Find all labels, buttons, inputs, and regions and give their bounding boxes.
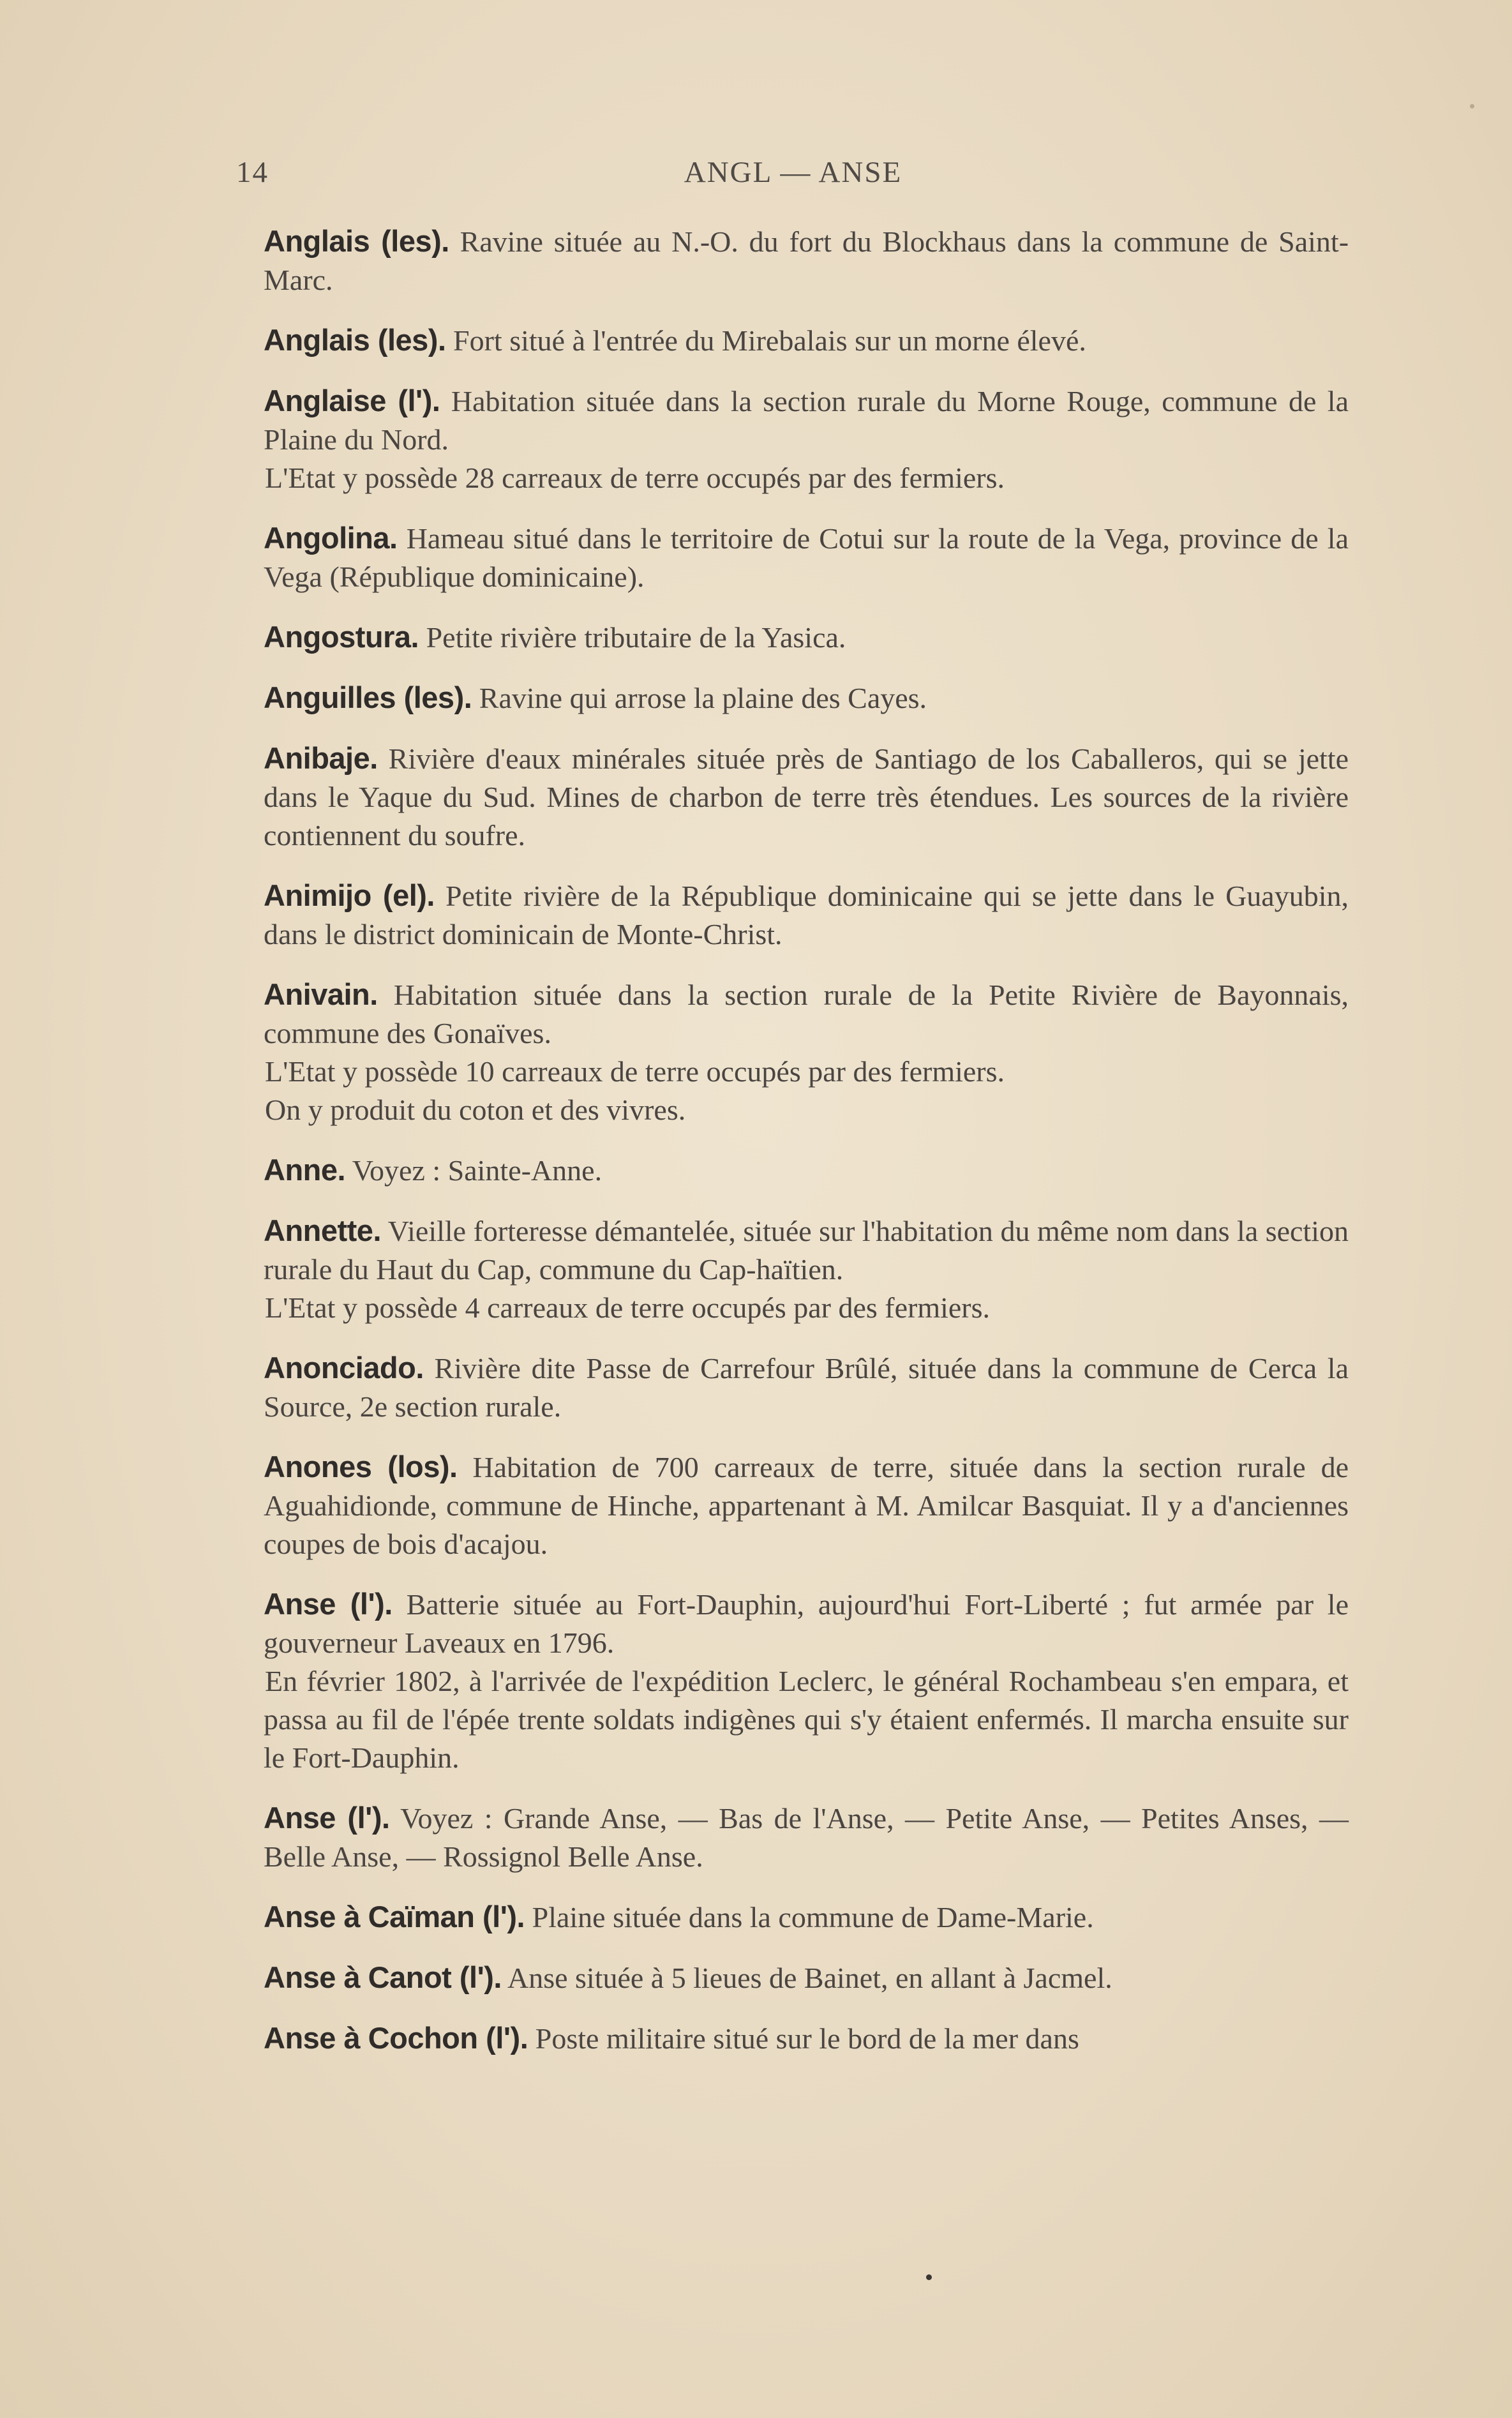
entry-headword: Anne.	[264, 1153, 346, 1187]
entry-text: Ravine qui arrose la plaine des Cayes.	[479, 682, 927, 714]
entry-headword: Anse (l').	[264, 1587, 393, 1621]
entry-text: Petite rivière tributaire de la Yasica.	[426, 621, 846, 654]
entry-headword: Anglais (les).	[264, 323, 446, 357]
entry-first-paragraph	[264, 618, 1349, 657]
entry-first-paragraph	[264, 1349, 1349, 1426]
entry-first-paragraph	[264, 519, 1349, 596]
entry-first-paragraph	[264, 1448, 1349, 1563]
dictionary-entry	[264, 2019, 1349, 2058]
entry-headword: Anse à Canot (l').	[264, 1960, 502, 1994]
entry-text: Habitation située dans la section rurale du Morne Rouge, commune de la Plaine du Nord.	[264, 385, 1349, 456]
entry-text: Hameau situé dans le territoire de Cotui sur la route de la Vega, province de la Vega (République dominicaine).	[264, 522, 1349, 593]
dictionary-entry	[264, 1898, 1349, 1937]
dictionary-entry	[264, 739, 1349, 855]
entry-first-paragraph	[264, 321, 1349, 360]
entry-headword: Angolina.	[264, 521, 398, 555]
dictionary-entry	[264, 1448, 1349, 1563]
page-number: 14	[236, 156, 269, 189]
entry-text: En février 1802, à l'arrivée de l'expédition Leclerc, le général Rochambeau s'en empara, et passa au fil de l'épée trente soldats indigènes qui s'y étaient enfermés. Il marcha ensuite sur le Fort-Dauphin.	[264, 1665, 1349, 1774]
dictionary-entry	[264, 222, 1349, 299]
entry-first-paragraph	[264, 975, 1349, 1053]
entry-headword: Annette.	[264, 1213, 381, 1247]
entry-text: Poste militaire situé sur le bord de la mer dans	[535, 2022, 1079, 2055]
entry-text: Rivière d'eaux minérales située près de Santiago de los Caballeros, qui se jette dans le Yaque du Sud. Mines de charbon de terre très étendues. Les sources de la rivière contiennent du soufre.	[264, 742, 1349, 852]
entry-headword: Anonciado.	[264, 1351, 424, 1385]
running-head: ANGL — ANSE	[684, 156, 902, 189]
dictionary-entry	[264, 1585, 1349, 1777]
dictionary-entry	[264, 519, 1349, 596]
entry-first-paragraph	[264, 1585, 1349, 1662]
entry-first-paragraph	[264, 1212, 1349, 1289]
entry-headword: Animijo (el).	[264, 878, 435, 912]
page-header	[236, 155, 1350, 200]
entry-text: On y produit du coton et des vivres.	[265, 1093, 686, 1126]
entry-first-paragraph	[264, 222, 1349, 299]
entry-text: Anse située à 5 lieues de Bainet, en allant à Jacmel.	[507, 1962, 1112, 1994]
entry-first-paragraph	[264, 739, 1349, 855]
entry-text: Habitation de 700 carreaux de terre, située dans la section rurale de Aguahidionde, commune de Hinche, appartenant à M. Amilcar Basquiat. Il y a d'anciennes coupes de bois d'acajou.	[264, 1451, 1349, 1560]
entry-text: Voyez : Grande Anse, — Bas de l'Anse, — Petite Anse, — Petites Anses, — Belle Anse, — Rossignol Belle Anse.	[264, 1802, 1349, 1873]
entry-first-paragraph	[264, 1799, 1349, 1876]
entry-paragraph	[264, 1091, 1349, 1129]
entry-text: L'Etat y possède 28 carreaux de terre occupés par des fermiers.	[265, 462, 1005, 494]
dictionary-entries	[264, 222, 1349, 2080]
entry-text: Fort situé à l'entrée du Mirebalais sur un morne élevé.	[453, 324, 1086, 357]
entry-text: Vieille forteresse démantelée, située sur l'habitation du même nom dans la section rurale du Haut du Cap, commune du Cap-haïtien.	[264, 1215, 1349, 1286]
entry-headword: Anguilles (les).	[264, 680, 472, 714]
dictionary-entry	[264, 1151, 1349, 1190]
entry-text: Plaine située dans la commune de Dame-Marie.	[532, 1901, 1094, 1934]
entry-paragraph	[264, 1662, 1349, 1777]
dictionary-entry	[264, 618, 1349, 657]
entry-text: L'Etat y possède 10 carreaux de terre occupés par des fermiers.	[265, 1055, 1005, 1088]
ink-speck	[926, 2274, 932, 2280]
dictionary-entry	[264, 975, 1349, 1129]
entry-first-paragraph	[264, 1898, 1349, 1937]
entry-first-paragraph	[264, 1151, 1349, 1190]
entry-headword: Anse à Cochon (l').	[264, 2021, 528, 2055]
entry-text: Rivière dite Passe de Carrefour Brûlé, située dans la commune de Cerca la Source, 2e section rurale.	[264, 1352, 1349, 1423]
entry-headword: Anibaje.	[264, 741, 378, 775]
entry-first-paragraph	[264, 679, 1349, 717]
entry-headword: Anones (los).	[264, 1450, 458, 1483]
entry-headword: Anglaise (l').	[264, 384, 440, 417]
entry-headword: Anse (l').	[264, 1801, 390, 1835]
dictionary-entry	[264, 876, 1349, 954]
entry-text: Habitation située dans la section rurale de la Petite Rivière de Bayonnais, commune des Gonaïves.	[264, 979, 1349, 1049]
entry-paragraph	[264, 1053, 1349, 1091]
entry-text: L'Etat y possède 4 carreaux de terre occupés par des fermiers.	[265, 1291, 991, 1324]
dictionary-entry	[264, 1799, 1349, 1876]
entry-text: Batterie située au Fort-Dauphin, aujourd'hui Fort-Liberté ; fut armée par le gouverneur Laveaux en 1796.	[264, 1588, 1349, 1659]
entry-paragraph	[264, 1289, 1349, 1327]
dictionary-entry	[264, 1349, 1349, 1426]
paper-speck	[1470, 104, 1474, 109]
dictionary-entry	[264, 382, 1349, 497]
entry-headword: Anse à Caïman (l').	[264, 1900, 525, 1934]
entry-first-paragraph	[264, 382, 1349, 459]
entry-headword: Anglais (les).	[264, 224, 449, 258]
entry-first-paragraph	[264, 876, 1349, 954]
entry-first-paragraph	[264, 2019, 1349, 2058]
entry-text: Voyez : Sainte-Anne.	[352, 1154, 603, 1187]
dictionary-entry	[264, 1212, 1349, 1327]
dictionary-entry	[264, 679, 1349, 717]
dictionary-entry	[264, 321, 1349, 360]
entry-text: Ravine située au N.-O. du fort du Blockhaus dans la commune de Saint-Marc.	[264, 225, 1349, 296]
entry-text: Petite rivière de la République dominicaine qui se jette dans le Guayubin, dans le district dominicain de Monte-Christ.	[264, 880, 1349, 950]
entry-paragraph	[264, 459, 1349, 497]
entry-headword: Angostura.	[264, 620, 419, 654]
dictionary-entry	[264, 1958, 1349, 1997]
entry-headword: Anivain.	[264, 977, 378, 1011]
entry-first-paragraph	[264, 1958, 1349, 1997]
